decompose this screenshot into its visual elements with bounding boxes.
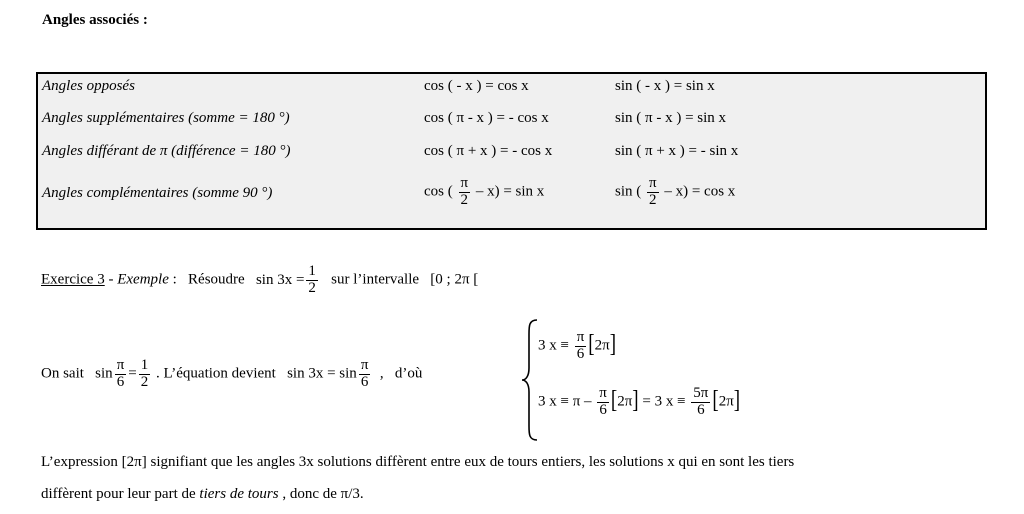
associated-angles-table bbox=[36, 72, 987, 230]
pi-over-2-fraction: $\frac{\pi}{2}$ bbox=[649, 175, 657, 208]
page-title: Angles associés : bbox=[42, 12, 148, 28]
exercise-example: Exemple bbox=[117, 271, 169, 288]
row-sin-opposes: sin ( - x ) = sin x bbox=[615, 78, 715, 94]
system-line-2: 3 x ≡ π – $\frac{\pi}{6}$ [2π] = 3 x ≡ $\frac{5\pi}{6}$ [2π] bbox=[538, 385, 741, 418]
row-sin-complementaires: sin ( $\frac{\pi}{2}$ – x) = cos x bbox=[615, 175, 736, 208]
exercise-label: Exercice 3 bbox=[41, 271, 105, 288]
row-label-opposes: Angles opposés bbox=[42, 78, 135, 94]
solve-word: Résoudre bbox=[188, 271, 245, 288]
row-sin-differant: sin ( π + x ) = - sin x bbox=[615, 143, 739, 159]
conclusion-line-1: L’expression [2π] signifiant que les angles 3x solutions diffèrent entre eux de tours entiers, les solutions x qui en sont les tiers bbox=[41, 454, 795, 470]
equation: sin 3x = $\frac{1}{2}$ bbox=[255, 263, 316, 296]
row-label-differant: Angles différant de π (différence = 180 °) bbox=[42, 143, 291, 159]
row-cos-opposes: cos ( - x ) = cos x bbox=[424, 78, 529, 94]
on-sait-line: On sait sin $\frac{\pi}{6}$ = $\frac{1}{2}$ . L’équation devient sin 3x = sin $\frac{\pi}{6}$ , d’où bbox=[41, 357, 423, 390]
row-cos-complementaires: cos ( $\frac{\pi}{2}$ – x) = sin x bbox=[424, 175, 545, 208]
row-sin-supplementaires: sin ( π - x ) = sin x bbox=[615, 110, 727, 126]
system-line-1: 3 x ≡ $\frac{\pi}{6}$ [2π] bbox=[538, 329, 617, 362]
row-label-supplementaires: Angles supplémentaires (somme = 180 °) bbox=[42, 110, 290, 126]
row-cos-supplementaires: cos ( π - x ) = - cos x bbox=[424, 110, 549, 126]
row-cos-differant: cos ( π + x ) = - cos x bbox=[424, 143, 553, 159]
row-label-complementaires: Angles complémentaires (somme 90 °) bbox=[42, 185, 273, 201]
left-brace-icon bbox=[520, 318, 540, 442]
exercise-line: Exercice 3 - Exemple : Résoudre sin 3x = $\frac{1}{2}$ sur l’intervalle [0 ; 2π [ bbox=[41, 263, 479, 296]
interval: [0 ; 2π [ bbox=[430, 271, 479, 288]
pi-over-2-fraction: $\frac{\pi}{2}$ bbox=[460, 175, 469, 208]
conclusion-line-2: diffèrent pour leur part de tiers de tours , donc de π/3. bbox=[41, 486, 364, 502]
